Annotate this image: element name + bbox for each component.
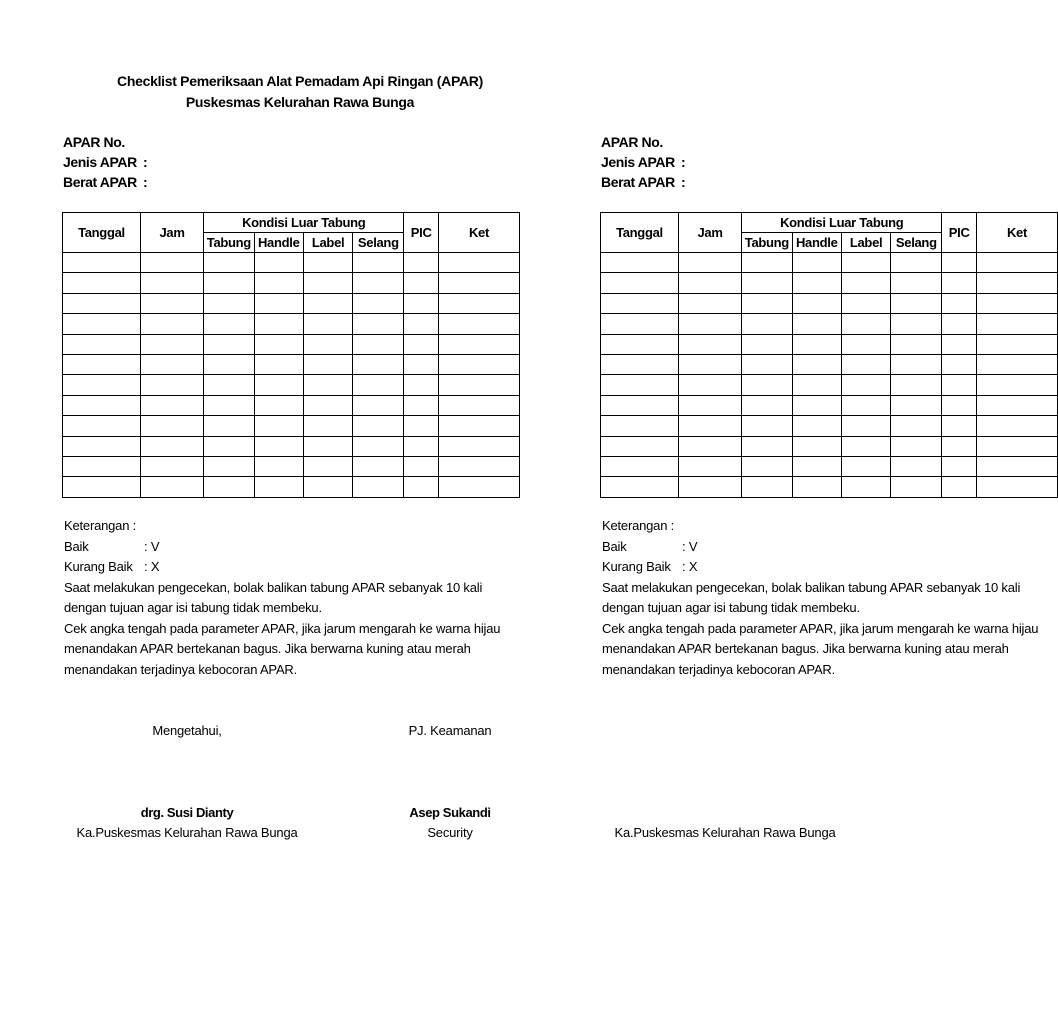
table-cell <box>792 253 841 273</box>
table-row <box>601 334 1058 354</box>
table-cell <box>439 253 520 273</box>
table-cell <box>891 436 942 456</box>
signatory-role-right: Security <box>427 825 473 840</box>
table-cell <box>942 293 977 313</box>
table-cell <box>353 293 404 313</box>
table-cell <box>303 375 352 395</box>
header-tabung: Tabung <box>204 233 254 253</box>
instruction-line-1-right: Saat melakukan pengecekan, bolak balikan tabung APAR sebanyak 10 kali <box>602 580 1021 595</box>
table-row <box>601 416 1058 436</box>
mengetahui-label: Mengetahui, <box>152 723 222 738</box>
table-cell <box>742 253 792 273</box>
header-selang-right: Selang <box>891 233 942 253</box>
table-row <box>601 375 1058 395</box>
header-tanggal: Tanggal <box>63 213 141 253</box>
table-cell <box>841 253 890 273</box>
table-cell <box>140 416 203 436</box>
table-cell <box>204 354 254 374</box>
table-row <box>63 436 520 456</box>
table-row <box>601 395 1058 415</box>
table-cell <box>353 354 404 374</box>
table-cell <box>792 314 841 334</box>
table-cell <box>742 456 792 476</box>
table-cell <box>303 456 352 476</box>
header-kondisi-luar-tabung: Kondisi Luar Tabung <box>204 213 404 233</box>
instruction-line-5: menandakan terjadinya kebocoran APAR. <box>64 662 298 677</box>
table-cell <box>404 395 439 415</box>
table-cell <box>792 456 841 476</box>
table-cell <box>601 354 679 374</box>
table-cell <box>254 375 303 395</box>
legend-baik-label: Baik <box>64 539 89 554</box>
signatory-name-left: drg. Susi Dianty <box>140 805 234 820</box>
jenis-apar-field <box>63 154 147 170</box>
instruction-line-3: Cek angka tengah pada parameter APAR, jika jarum mengarah ke warna hijau <box>64 621 501 636</box>
table-cell <box>254 477 303 497</box>
table-cell <box>601 293 679 313</box>
checklist-sheet-left <box>0 0 520 1024</box>
table-cell <box>404 334 439 354</box>
table-cell <box>742 354 792 374</box>
table-cell <box>891 253 942 273</box>
legend-kurang-label-right: Kurang Baik <box>602 559 671 574</box>
table-cell <box>678 436 741 456</box>
table-cell <box>303 273 352 293</box>
table-row <box>601 477 1058 497</box>
header-tanggal-right: Tanggal <box>601 213 679 253</box>
table-cell <box>303 416 352 436</box>
signatory-name-right: Asep Sukandi <box>409 805 491 820</box>
table-cell <box>63 354 141 374</box>
table-cell <box>841 273 890 293</box>
signatory-role-left: Ka.Puskesmas Kelurahan Rawa Bunga <box>76 825 298 840</box>
table-cell <box>404 354 439 374</box>
table-cell <box>204 375 254 395</box>
table-cell <box>404 436 439 456</box>
table-cell <box>977 477 1058 497</box>
jenis-apar-label: Jenis APAR <box>63 154 137 170</box>
table-cell <box>439 416 520 436</box>
jenis-apar-colon: : <box>143 154 148 170</box>
table-cell <box>742 334 792 354</box>
table-cell <box>742 293 792 313</box>
legend-kurang-baik <box>64 559 159 574</box>
header-selang: Selang <box>353 233 404 253</box>
table-cell <box>742 375 792 395</box>
instruction-line-4-right: menandakan APAR bertekanan bagus. Jika berwarna kuning atau merah <box>602 641 1009 656</box>
table-cell <box>63 253 141 273</box>
table-cell <box>303 334 352 354</box>
apar-no-field-right <box>601 134 681 150</box>
table-cell <box>140 375 203 395</box>
table-cell <box>942 253 977 273</box>
table-cell <box>891 375 942 395</box>
table-cell <box>353 456 404 476</box>
table-cell <box>63 436 141 456</box>
table-row <box>63 477 520 497</box>
table-cell <box>841 314 890 334</box>
table-row <box>63 334 520 354</box>
table-cell <box>439 375 520 395</box>
table-cell <box>140 293 203 313</box>
table-cell <box>63 395 141 415</box>
table-cell <box>254 253 303 273</box>
table-cell <box>678 416 741 436</box>
table-cell <box>404 314 439 334</box>
table-cell <box>140 253 203 273</box>
table-cell <box>204 436 254 456</box>
header-label-right: Label <box>841 233 890 253</box>
header-label: Label <box>303 233 352 253</box>
table-cell <box>439 314 520 334</box>
table-cell <box>792 354 841 374</box>
table-cell <box>678 314 741 334</box>
instruction-line-2: dengan tujuan agar isi tabung tidak membeku. <box>64 600 322 615</box>
table-cell <box>254 395 303 415</box>
table-cell <box>891 477 942 497</box>
instruction-line-3-right: Cek angka tengah pada parameter APAR, jika jarum mengarah ke warna hijau <box>602 621 1039 636</box>
table-row <box>601 354 1058 374</box>
table-cell <box>678 334 741 354</box>
table-cell <box>942 456 977 476</box>
table-cell <box>254 354 303 374</box>
table-cell <box>841 293 890 313</box>
inspection-table <box>62 212 520 498</box>
table-cell <box>792 395 841 415</box>
table-cell <box>841 354 890 374</box>
table-cell <box>942 354 977 374</box>
header-handle: Handle <box>254 233 303 253</box>
table-row <box>601 436 1058 456</box>
table-cell <box>841 334 890 354</box>
table-cell <box>942 477 977 497</box>
table-cell <box>254 273 303 293</box>
table-row <box>63 354 520 374</box>
table-cell <box>63 456 141 476</box>
table-cell <box>353 334 404 354</box>
table-cell <box>792 273 841 293</box>
table-row <box>63 273 520 293</box>
header-ket: Ket <box>439 213 520 253</box>
table-cell <box>942 375 977 395</box>
table-cell <box>254 314 303 334</box>
table-cell <box>678 456 741 476</box>
table-cell <box>404 375 439 395</box>
table-cell <box>891 334 942 354</box>
berat-apar-label: Berat APAR <box>63 174 137 190</box>
table-cell <box>140 436 203 456</box>
table-row <box>63 314 520 334</box>
table-cell <box>678 253 741 273</box>
legend-kurang-label: Kurang Baik <box>64 559 133 574</box>
table-cell <box>742 477 792 497</box>
table-cell <box>891 456 942 476</box>
table-cell <box>254 416 303 436</box>
legend-kurang-value-right: : X <box>682 559 698 574</box>
table-row <box>63 456 520 476</box>
table-cell <box>942 273 977 293</box>
table-cell <box>303 354 352 374</box>
table-cell <box>792 293 841 313</box>
table-cell <box>891 395 942 415</box>
table-cell <box>140 477 203 497</box>
document-subtitle: Puskesmas Kelurahan Rawa Bunga <box>185 94 415 110</box>
table-cell <box>792 477 841 497</box>
table-cell <box>140 314 203 334</box>
table-cell <box>977 436 1058 456</box>
table-cell <box>841 436 890 456</box>
header-pic: PIC <box>404 213 439 253</box>
table-cell <box>439 293 520 313</box>
table-cell <box>977 456 1058 476</box>
checklist-sheet-right <box>538 0 1058 1024</box>
table-cell <box>303 314 352 334</box>
legend-baik-right <box>602 539 697 554</box>
header-kondisi-right: Kondisi Luar Tabung <box>742 213 942 233</box>
table-cell <box>204 314 254 334</box>
table-cell <box>439 273 520 293</box>
table-cell <box>601 314 679 334</box>
table-row <box>63 416 520 436</box>
table-cell <box>353 395 404 415</box>
table-cell <box>977 314 1058 334</box>
table-cell <box>977 354 1058 374</box>
table-cell <box>942 314 977 334</box>
legend-baik-value-right: : V <box>682 539 698 554</box>
table-cell <box>977 273 1058 293</box>
table-cell <box>601 334 679 354</box>
table-cell <box>977 293 1058 313</box>
table-row <box>601 456 1058 476</box>
table-cell <box>353 436 404 456</box>
table-cell <box>977 334 1058 354</box>
table-cell <box>204 395 254 415</box>
table-cell <box>792 436 841 456</box>
table-cell <box>63 293 141 313</box>
table-cell <box>942 395 977 415</box>
table-cell <box>439 477 520 497</box>
apar-no-label-right: APAR No. <box>601 134 663 150</box>
table-cell <box>601 395 679 415</box>
header-jam-right: Jam <box>678 213 741 253</box>
header-handle-right: Handle <box>792 233 841 253</box>
table-cell <box>841 395 890 415</box>
table-cell <box>204 293 254 313</box>
table-cell <box>742 436 792 456</box>
table-cell <box>63 334 141 354</box>
table-cell <box>254 293 303 313</box>
table-cell <box>742 395 792 415</box>
table-cell <box>792 375 841 395</box>
table-cell <box>678 375 741 395</box>
table-cell <box>742 314 792 334</box>
berat-apar-field-right <box>601 174 685 190</box>
legend-kurang-right <box>602 559 697 574</box>
table-cell <box>140 334 203 354</box>
table-cell <box>841 456 890 476</box>
header-jam: Jam <box>140 213 203 253</box>
table-cell <box>404 273 439 293</box>
pj-keamanan-label: PJ. Keamanan <box>408 723 492 738</box>
table-cell <box>942 436 977 456</box>
instruction-line-4: menandakan APAR bertekanan bagus. Jika berwarna kuning atau merah <box>64 641 471 656</box>
table-cell <box>678 395 741 415</box>
table-cell <box>678 273 741 293</box>
table-cell <box>63 477 141 497</box>
table-cell <box>353 477 404 497</box>
table-cell <box>404 416 439 436</box>
table-row <box>601 253 1058 273</box>
table-cell <box>439 436 520 456</box>
table-cell <box>303 253 352 273</box>
table-cell <box>977 253 1058 273</box>
legend-baik-value: : V <box>144 539 160 554</box>
table-cell <box>404 293 439 313</box>
table-row <box>63 293 520 313</box>
table-cell <box>891 293 942 313</box>
table-row <box>601 293 1058 313</box>
table-cell <box>891 416 942 436</box>
table-cell <box>404 253 439 273</box>
table-row <box>601 314 1058 334</box>
table-cell <box>439 334 520 354</box>
berat-apar-colon: : <box>143 174 148 190</box>
table-cell <box>742 273 792 293</box>
instruction-line-1: Saat melakukan pengecekan, bolak balikan tabung APAR sebanyak 10 kali <box>64 580 483 595</box>
table-cell <box>977 416 1058 436</box>
table-cell <box>841 477 890 497</box>
table-cell <box>63 375 141 395</box>
table-cell <box>792 416 841 436</box>
apar-no-label: APAR No. <box>63 134 125 150</box>
table-cell <box>601 253 679 273</box>
table-cell <box>601 416 679 436</box>
legend-kurang-value: : X <box>144 559 160 574</box>
table-cell <box>63 314 141 334</box>
apar-no-field <box>63 134 143 150</box>
table-cell <box>601 436 679 456</box>
table-row <box>63 375 520 395</box>
table-cell <box>353 273 404 293</box>
table-cell <box>140 395 203 415</box>
table-cell <box>942 416 977 436</box>
instruction-line-5-right: menandakan terjadinya kebocoran APAR. <box>602 662 836 677</box>
table-cell <box>891 354 942 374</box>
table-cell <box>439 354 520 374</box>
table-cell <box>254 334 303 354</box>
table-cell <box>204 273 254 293</box>
table-cell <box>439 456 520 476</box>
table-cell <box>678 477 741 497</box>
table-cell <box>601 456 679 476</box>
table-cell <box>742 416 792 436</box>
table-row <box>63 395 520 415</box>
table-cell <box>601 477 679 497</box>
table-cell <box>977 375 1058 395</box>
table-cell <box>404 477 439 497</box>
table-cell <box>204 253 254 273</box>
jenis-apar-colon-right: : <box>681 154 686 170</box>
table-cell <box>353 375 404 395</box>
legend-baik <box>64 539 159 554</box>
table-cell <box>601 375 679 395</box>
table-cell <box>303 293 352 313</box>
berat-apar-label-right: Berat APAR <box>601 174 675 190</box>
table-cell <box>140 456 203 476</box>
table-cell <box>204 416 254 436</box>
table-cell <box>841 375 890 395</box>
table-cell <box>140 354 203 374</box>
table-cell <box>891 273 942 293</box>
table-cell <box>891 314 942 334</box>
table-cell <box>977 395 1058 415</box>
jenis-apar-field-right <box>601 154 685 170</box>
signatory-role-left-right: Ka.Puskesmas Kelurahan Rawa Bunga <box>614 825 836 840</box>
table-cell <box>303 395 352 415</box>
table-cell <box>439 395 520 415</box>
document-title: Checklist Pemeriksaan Alat Pemadam Api Ringan (APAR) <box>117 73 483 89</box>
berat-apar-field <box>63 174 147 190</box>
table-row <box>63 253 520 273</box>
table-cell <box>63 273 141 293</box>
table-cell <box>204 456 254 476</box>
table-cell <box>601 273 679 293</box>
table-cell <box>792 334 841 354</box>
table-cell <box>678 293 741 313</box>
table-cell <box>942 334 977 354</box>
table-cell <box>303 477 352 497</box>
table-cell <box>63 416 141 436</box>
jenis-apar-label-right: Jenis APAR <box>601 154 675 170</box>
table-cell <box>353 253 404 273</box>
header-ket-right: Ket <box>977 213 1058 253</box>
table-cell <box>404 456 439 476</box>
table-cell <box>841 416 890 436</box>
table-cell <box>254 456 303 476</box>
legend-baik-label-right: Baik <box>602 539 627 554</box>
inspection-table-right <box>600 212 1058 498</box>
header-pic-right: PIC <box>942 213 977 253</box>
table-cell <box>204 477 254 497</box>
table-cell <box>303 436 352 456</box>
table-cell <box>140 273 203 293</box>
keterangan-heading-right: Keterangan : <box>602 518 675 533</box>
keterangan-heading: Keterangan : <box>64 518 137 533</box>
instruction-line-2-right: dengan tujuan agar isi tabung tidak membeku. <box>602 600 860 615</box>
table-cell <box>353 314 404 334</box>
header-tabung-right: Tabung <box>742 233 792 253</box>
table-row <box>601 273 1058 293</box>
table-cell <box>254 436 303 456</box>
table-cell <box>678 354 741 374</box>
table-cell <box>204 334 254 354</box>
berat-apar-colon-right: : <box>681 174 686 190</box>
table-cell <box>353 416 404 436</box>
